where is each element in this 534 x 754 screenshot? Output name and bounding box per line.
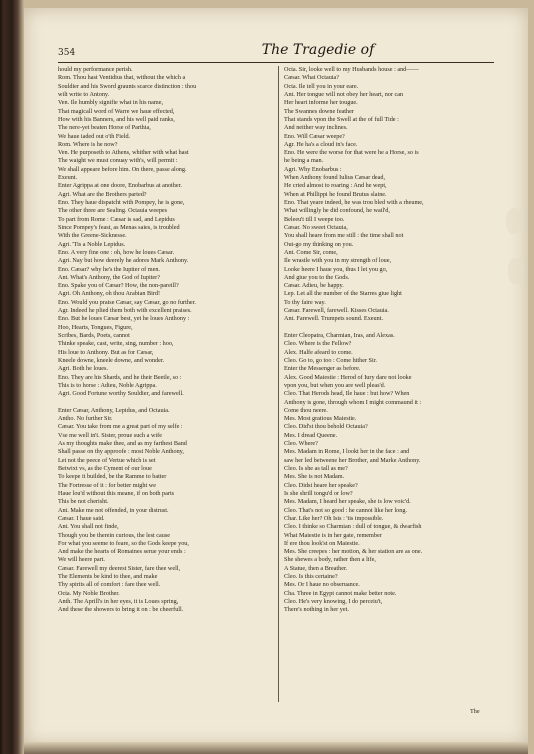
text-line: Cæsar. I haue said. bbox=[58, 514, 105, 522]
text-line: This be not cherisht. bbox=[58, 498, 109, 506]
text-line: Though you be therein curious, the lest cause bbox=[58, 531, 171, 539]
text-line: Enter Cæsar, Anthony, Lepidus, and Octauia. bbox=[58, 406, 170, 414]
text-line: Cleo. Did'st thou behold Octauia? bbox=[284, 423, 368, 431]
text-line: The nere-yet beaten Horse of Parthia, bbox=[58, 124, 151, 132]
column-divider bbox=[278, 66, 279, 702]
text-line: Come thou neere. bbox=[284, 406, 328, 414]
text-line: Eno. That yeare indeed, he was trou bled with a rheume, bbox=[284, 199, 424, 206]
text-line: Ant. Come Sir, come, bbox=[284, 248, 338, 256]
text-line: That stands vpon the Swell at the of full Tide : bbox=[284, 115, 399, 123]
text-line: vpon you, but when you are well pleas'd. bbox=[284, 381, 386, 389]
text-line: Eno. Will Cæsar weepe? bbox=[284, 132, 345, 140]
text-line: hould my performance perish. bbox=[58, 66, 133, 73]
text-line: Agri. Good Fortune worthy Souldier, and farewell. bbox=[58, 390, 184, 398]
text-line: Betwixt vs, as the Cyment of our loue bbox=[58, 465, 152, 472]
text-line: Thinke speake, cast, write, sing, number : hoo, bbox=[58, 340, 174, 348]
text-line: She shewes a body, rather then a life, bbox=[284, 556, 376, 564]
text-line: With the Greene-Sicknesse. bbox=[58, 232, 127, 240]
text-line: Mes. Madam, I heard her speake, she is low voic'd. bbox=[284, 498, 411, 506]
text-line: Eno. Would you praise Cæsar, say Cæsar, go no further. bbox=[58, 298, 196, 306]
text-line: Ant. Make me not offended, in your distrust. bbox=[58, 506, 169, 514]
text-line: Is she shrill tongu'd or low? bbox=[284, 489, 353, 497]
text-line: Agr. He ha's a cloud in's face. bbox=[284, 140, 358, 148]
text-line: He cried almost to roaring : And he wept, bbox=[284, 182, 387, 190]
text-line: Eno. Cæsar? why he's the Iupiter of men. bbox=[58, 265, 160, 273]
text-line: Eno. But he loues Cæsar best, yet he loues Anthony : bbox=[58, 315, 190, 323]
text-line: Ant. You shall not finde, bbox=[58, 523, 119, 531]
text-line: Alex. Halfe afeard to come. bbox=[284, 348, 353, 356]
text-line: Cæsar. What Octauia? bbox=[284, 74, 340, 82]
text-line: Since Pompey's feast, as Menas saies, is troubled bbox=[58, 223, 180, 231]
text-line: Eno. Spake you of Cæsar? How, the non-pareill? bbox=[58, 282, 179, 290]
text-line: You shall heare from me still : the time shall not bbox=[284, 232, 404, 240]
text-line: Exeunt. bbox=[58, 174, 78, 182]
text-line: Mes. Or I haue no obseruance. bbox=[284, 581, 360, 589]
text-line: The Elements be kind to thee, and make bbox=[58, 573, 158, 581]
text-line: Enter the Messenger as before. bbox=[284, 365, 361, 373]
text-line: The other three are Sealing. Octauia weepes bbox=[58, 207, 168, 215]
text-line: Beleeu't till I weepe too. bbox=[284, 215, 345, 223]
header-rule bbox=[58, 62, 494, 63]
text-line: Cleo. Didst heare her speake? bbox=[284, 481, 358, 489]
text-line: And giue you to the Gods. bbox=[284, 273, 350, 281]
text-line: Cleo. He's very knowing, I do perceiu't, bbox=[284, 598, 383, 605]
text-line: Rom. Where is he now? bbox=[58, 140, 118, 148]
text-line: Cleo. Go to, go too : Come hither Sir. bbox=[284, 356, 377, 364]
left-text-column bbox=[58, 66, 272, 706]
text-line: What willingly he did confound, he wail'd, bbox=[284, 207, 390, 215]
text-line: Cleo. I thinke so Charmian : dull of tongue, & dwarfish bbox=[284, 523, 422, 531]
text-line: Scribes, Bards, Poets, cannot bbox=[58, 332, 130, 339]
text-line: Ant. What's Anthony, the God of Iupiter? bbox=[58, 273, 160, 281]
text-line: Rom. Thou hast Ventidius that, without the which a bbox=[58, 74, 186, 82]
text-line: he being a man. bbox=[284, 157, 324, 165]
running-title: The Tragedie of bbox=[261, 42, 375, 58]
text-line: Ant. Her tongue will not obey her heart, nor can bbox=[284, 90, 404, 98]
text-line: Cleo. Is this certaine? bbox=[284, 573, 338, 581]
text-line: Cleo. Where is the Fellow? bbox=[284, 340, 352, 348]
text-line: Agri. 'Tis a Noble Lepidus. bbox=[58, 240, 126, 248]
text-line: That magicall word of Warre we haue effected, bbox=[58, 107, 175, 115]
text-line: Agri. Oh Anthony, oh thou Arabian Bird! bbox=[58, 290, 161, 298]
right-text-column bbox=[284, 66, 498, 706]
text-line: Let not the peece of Vertue which is set bbox=[58, 456, 156, 464]
text-line: Antho. No further Sir. bbox=[58, 415, 113, 423]
text-line: The waight we must conuay with's, will permit : bbox=[58, 157, 178, 165]
text-line: Kneele downe, kneele downe, and wonder. bbox=[58, 356, 165, 364]
text-line: saw her led betweene her Brother, and Marke Anthony. bbox=[284, 456, 421, 464]
text-line: Agr. Indeed he plied them both with excellent praises. bbox=[58, 307, 192, 315]
text-line: What Maiestie is in her gate, remember bbox=[284, 531, 382, 539]
text-line: To part from Rome : Cæsar is sad, and Lepidus bbox=[58, 215, 175, 223]
text-line: Octa. Ile tell you in your eare. bbox=[284, 82, 359, 90]
text-line: Cleo. Where? bbox=[284, 440, 318, 448]
text-line: Mes. Madam in Rome, I lookt her in the face : and bbox=[284, 448, 410, 456]
text-line: His loue to Anthony. But as for Cæsar, bbox=[58, 348, 154, 356]
text-line: Eno. They haue dispatcht with Pompey, he is gone, bbox=[58, 199, 185, 206]
text-line: When at Phillippi he found Brutus slaine. bbox=[284, 190, 387, 198]
text-line: Agri. Nay but how deerely he adores Mark Anthony. bbox=[58, 257, 189, 265]
text-line: Ile wrastle with you in my strength of loue, bbox=[284, 257, 392, 265]
text-line: Agri. Both he loues. bbox=[58, 365, 109, 373]
text-line: Agri. Why Enobarbus : bbox=[284, 165, 342, 173]
text-line: Eno. They are his Shards, and he their Beetle, so : bbox=[58, 373, 182, 381]
text-line: We haue iaded out o'th Field. bbox=[58, 132, 131, 140]
text-line: There's nothing in her yet. bbox=[284, 606, 349, 614]
text-line: Enter Agrippa at one doore, Enobarbus at another. bbox=[58, 182, 182, 190]
text-line: Cha. Three in Egypt cannot make better note. bbox=[284, 589, 397, 597]
text-line: We shall appeare before him. On there, passe along. bbox=[58, 165, 187, 173]
text-line: Cæsar. Farewell, farewell. Kisses Octauia. bbox=[284, 307, 389, 315]
text-line: Mes. She creepes : her motion, & her station are as one. bbox=[284, 548, 423, 556]
page-header bbox=[58, 42, 494, 64]
text-line: Looke heere I haue you, thus I let you go, bbox=[284, 265, 388, 273]
text-line: For what you seeme to feare, so the Gods keepe you, bbox=[58, 539, 189, 547]
text-line: And neither way inclines. bbox=[284, 124, 348, 132]
margin-mark bbox=[508, 258, 524, 284]
text-line: Thy spirits all of comfort : fare thee well. bbox=[58, 581, 161, 589]
text-line: Octa. My Noble Brother. bbox=[58, 589, 120, 597]
margin-mark bbox=[506, 208, 522, 234]
text-line bbox=[58, 399, 272, 407]
text-line: Enter Cleopatra, Charmian, Iras, and Alexas. bbox=[284, 332, 395, 339]
text-line: We will heere part. bbox=[58, 556, 105, 564]
text-line: Octa. Sir, looke well to my Husbands house : and—— bbox=[284, 66, 419, 73]
text-line: When Anthony found Iulius Cæsar dead, bbox=[284, 174, 386, 182]
page-edge bbox=[24, 742, 528, 754]
text-line: If ere thou look'st on Maiestie. bbox=[284, 539, 360, 547]
text-line: The Fortresse of it : for better might we bbox=[58, 481, 156, 489]
text-line: Souldier and his Sword graunts scarce distinction : thou bbox=[58, 82, 197, 90]
text-line: Haue lou'd without this meane, if on both parts bbox=[58, 489, 175, 497]
text-line: Cleo. That's not so good : he cannot like her long. bbox=[284, 506, 408, 514]
text-line: Ven. He purposeth to Athens, whither with what hast bbox=[58, 149, 189, 157]
text-line: Ant. Farewell. Trumpets sound. Exeunt. bbox=[284, 315, 383, 323]
text-line: Eno. A very fine one : oh, how he loues Cæsar. bbox=[58, 248, 174, 256]
text-line bbox=[284, 324, 498, 332]
text-line: Cleo. That Herods head, Ile haue : but how? When bbox=[284, 390, 410, 398]
text-line: And make the hearts of Romaines serue your ends : bbox=[58, 548, 186, 556]
text-line: A Statue, then a Breather. bbox=[284, 564, 348, 572]
text-line: Mes. I dread Queene. bbox=[284, 431, 338, 439]
text-line: As my thoughts make thee, and as my farthest Band bbox=[58, 440, 187, 448]
text-line: Lep. Let all the number of the Starres giue light bbox=[284, 290, 402, 298]
text-line: Cæsar. Adieu, be happy. bbox=[284, 282, 344, 290]
text-line: Out-go my thinking on you. bbox=[284, 240, 354, 248]
text-line: wilt write to Antony. bbox=[58, 90, 110, 98]
text-line: This is to horse : Adieu, Noble Agrippa. bbox=[58, 381, 157, 389]
text-line: To keepe it builded, be the Ramme to batter bbox=[58, 473, 167, 481]
text-line: Mes. She is not Madam. bbox=[284, 473, 345, 481]
text-line: Mes. Most gratious Maiestie. bbox=[284, 415, 357, 423]
text-line: To thy faire way. bbox=[284, 298, 326, 306]
text-line: Anthony is gone, through whom I might commaund it : bbox=[284, 398, 422, 406]
catchword: The bbox=[470, 708, 480, 715]
text-line: Hoo, Hearts, Tongues, Figure, bbox=[58, 323, 133, 331]
text-line: And these the showers to bring it on : be cheerfull. bbox=[58, 606, 184, 614]
text-line: The Swannes downe feather bbox=[284, 107, 354, 115]
text-line: Cæsar. No sweet Octauia, bbox=[284, 223, 348, 231]
text-line: Cæsar. You take from me a great part of my selfe : bbox=[58, 423, 183, 431]
text-line: Agri. What are the Brothers parted? bbox=[58, 190, 147, 198]
text-line: Shall passe on thy approofe : most Noble Anthony, bbox=[58, 448, 184, 456]
text-line: How with his Banners, and his well paid ranks, bbox=[58, 115, 175, 123]
text-line: Her heart informe her tougue. bbox=[284, 99, 358, 107]
text-line: Anth. The Aprill's in her eyes, it is Loues spring, bbox=[58, 598, 179, 605]
page-number: 354 bbox=[58, 48, 76, 58]
text-line: Cleo. Is she as tall as me? bbox=[284, 465, 348, 472]
text-line: Ven. Ile humbly signifie what in his name, bbox=[58, 99, 163, 107]
text-line: Eno. He were the worse for that were he a Horse, so is bbox=[284, 149, 419, 157]
text-line: Vse me well in't. Sister, proue such a wife bbox=[58, 431, 162, 439]
text-line: Char. Like her? Oh Isis : 'tis impossible. bbox=[284, 514, 384, 522]
text-line: Cæsar. Farewell my deerest Sister, fare thee well, bbox=[58, 564, 181, 572]
text-line: Alex. Good Maiestie : Herod of Iury dare not looke bbox=[284, 373, 412, 381]
